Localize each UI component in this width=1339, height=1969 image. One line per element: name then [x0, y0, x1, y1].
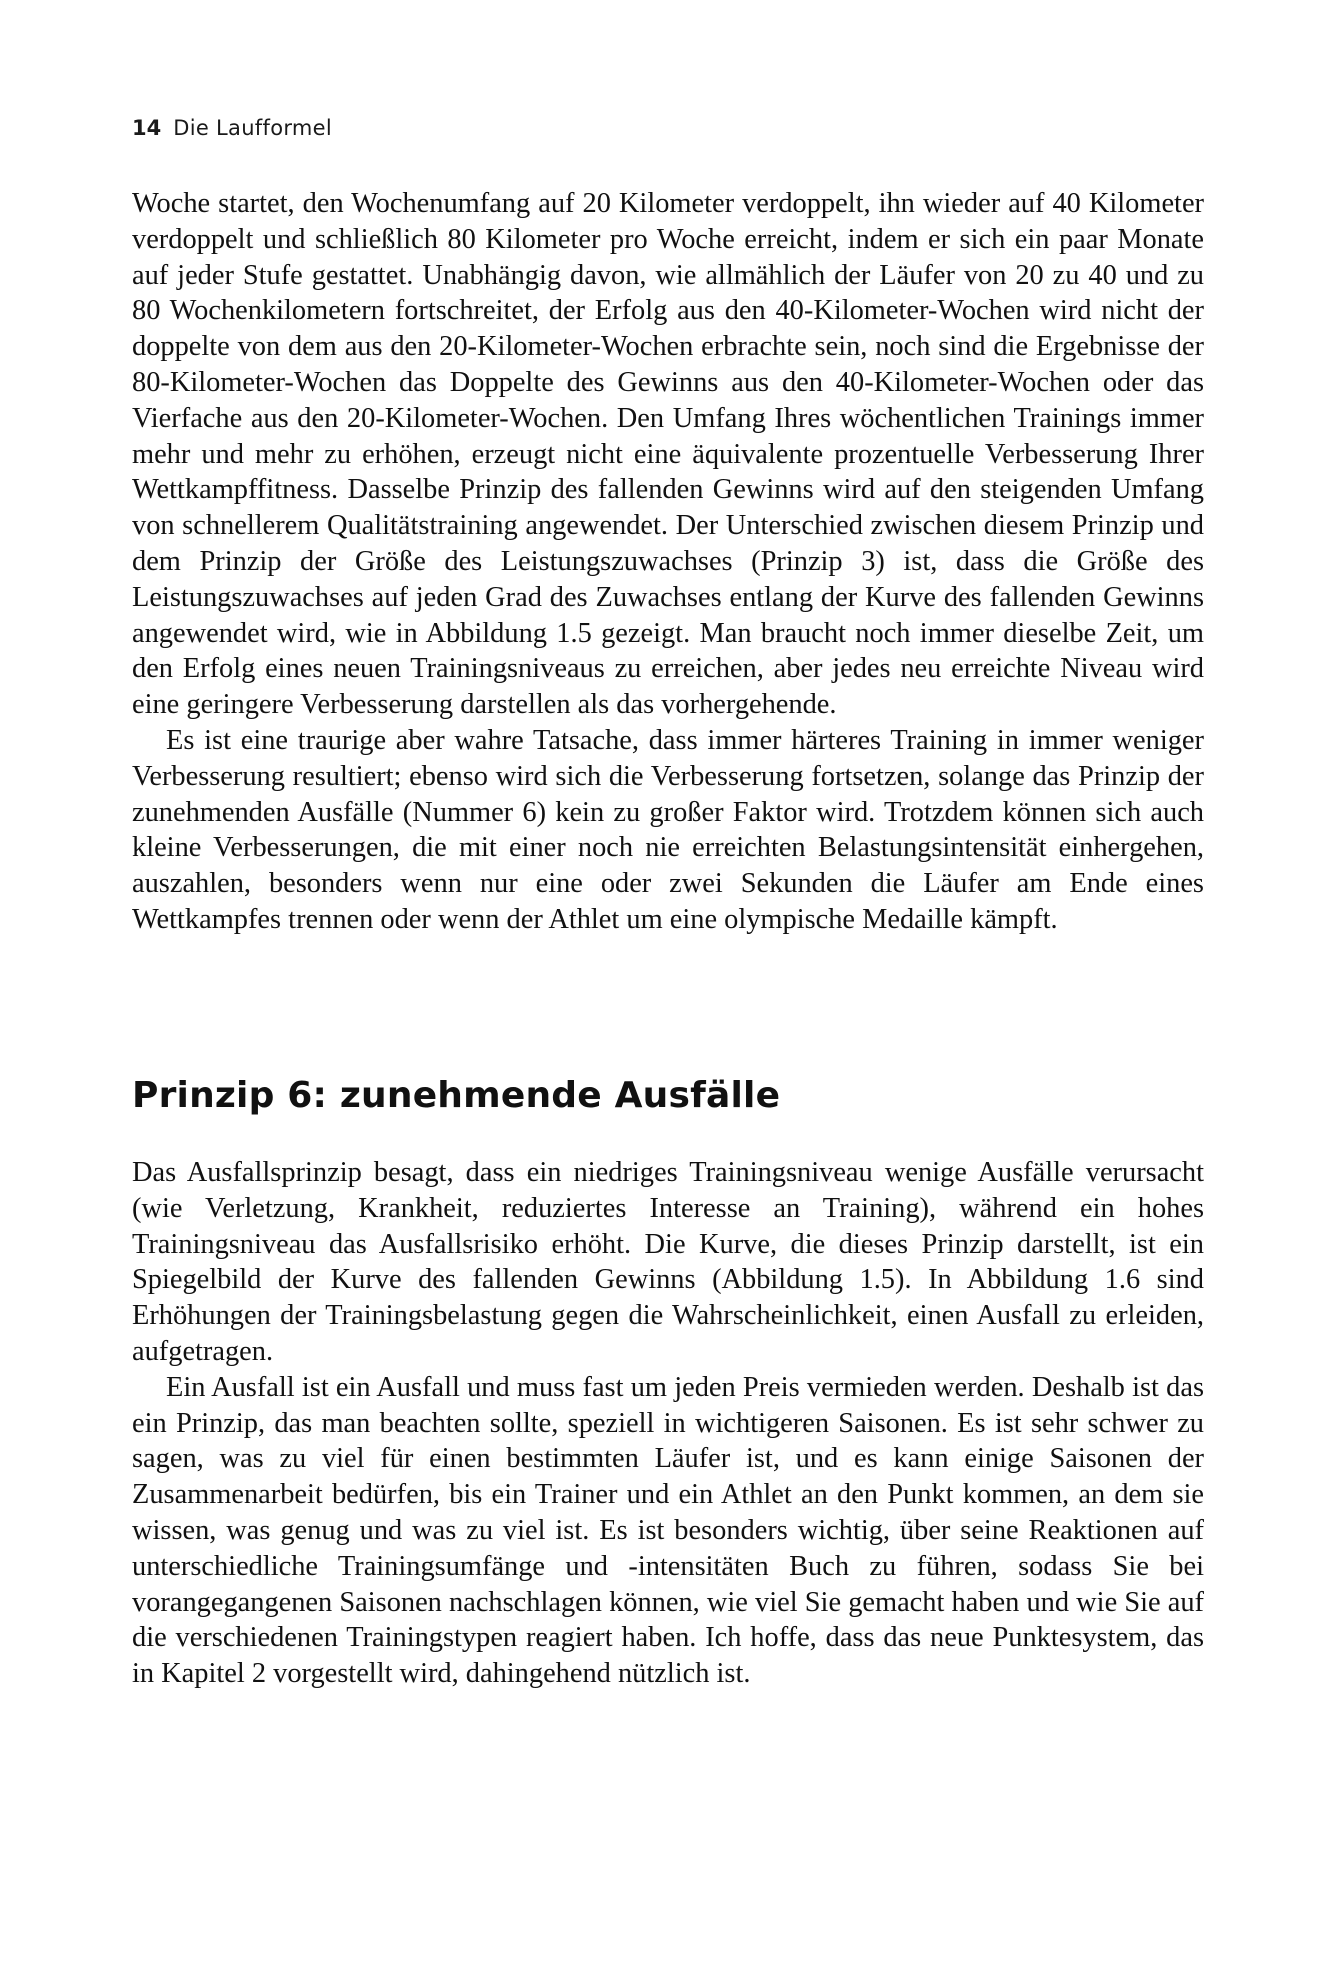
body-text-section	[132, 1155, 1204, 1692]
paragraph: Es ist eine traurige aber wahre Tatsache, dass immer härteres Training in immer weniger Verbesserung resultiert; ebenso wird sich die Verbesserung fortsetzen, solange das Prinzip der zunehmenden Ausfälle (Nummer 6) kein zu großer Faktor wird. Trotzdem können sich auch kleine Verbesserungen, die mit einer noch nie erreichten Belastungsintensität einhergehen, auszahlen, besonders wenn nur eine oder zwei Sekunden die Läufer am Ende eines Wettkampfes trennen oder wenn der Athlet um eine olympische Medaille kämpft.	[132, 724, 1204, 935]
section-heading: Prinzip 6: zunehmende Ausfälle	[132, 1075, 781, 1116]
paragraph: Ein Ausfall ist ein Ausfall und muss fast um jeden Preis vermieden werden. Deshalb ist das ein Prinzip, das man beachten sollte, speziell in wichtigeren Saisonen. Es ist sehr schwer zu sagen, was zu viel für einen bestimmten Läufer ist, und es kann einige Saisonen der Zusammenarbeit bedürfen, bis ein Trainer und ein Athlet an den Punkt kommen, an dem sie wissen, was genug und was zu viel ist. Es ist besonders wichtig, über seine Reaktionen auf unterschiedliche Trainingsumfänge und -intensitäten Buch zu führen, sodass Sie bei vorangegangenen Saisonen nachschlagen können, wie viel Sie gemacht haben und wie Sie auf die verschiedenen Trainingstypen reagiert haben. Ich hoffe, dass das neue Punktesystem, das in Kapitel 2 vorgestellt wird, dahingehend nützlich ist.	[132, 1371, 1204, 1690]
paragraph: Woche startet, den Wochenumfang auf 20 Kilometer verdoppelt, ihn wieder auf 40 Kilometer verdoppelt und schließlich 80 Kilometer pro Woche erreicht, indem er sich ein paar Monate auf jeder Stufe gestattet. Unabhängig davon, wie allmählich der Läufer von 20 zu 40 und zu 80 Wochenkilometern fortschreitet, der Erfolg aus den 40-Kilometer-Wochen wird nicht der doppelte von dem aus den 20-Kilometer-Wochen erbrachte sein, noch sind die Ergebnisse der 80-Kilometer-Wochen das Doppelte des Gewinns aus den 40-Kilometer-Wochen oder das Vierfache aus den 20-Kilometer-Wochen. Den Umfang Ihres wöchentlichen Trainings immer mehr und mehr zu erhöhen, erzeugt nicht eine äquivalente prozentuelle Verbesserung Ihrer Wettkampffitness. Dasselbe Prinzip des fallenden Gewinns wird auf den steigenden Umfang von schnellerem Qualitätstraining angewendet. Der Unterschied zwischen diesem Prinzip und dem Prinzip der Größe des Leistungszuwachses (Prinzip 3) ist, dass die Größe des Leistungszuwachses auf jeden Grad des Zuwachses entlang der Kurve des fallenden Gewinns angewendet wird, wie in Abbildung 1.5 gezeigt. Man braucht noch immer dieselbe Zeit, um den Erfolg eines neuen Trainingsniveaus zu erreichen, aber jedes neu erreichte Niveau wird eine geringere Verbesserung darstellen als das vorhergehende.	[132, 188, 1204, 721]
page-number: 14	[132, 116, 162, 140]
paragraph: Das Ausfallsprinzip besagt, dass ein niedriges Trainingsniveau wenige Ausfälle verursacht (wie Verletzung, Krankheit, reduziertes Interesse an Training), während ein hohes Trainingsniveau das Ausfallsrisiko erhöht. Die Kurve, die dieses Prinzip darstellt, ist ein Spiegelbild der Kurve des fallenden Gewinns (Abbildung 1.5). In Abbildung 1.6 sind Erhöhungen der Trainingsbelastung gegen die Wahrscheinlichkeit, einen Ausfall zu erleiden, aufgetragen.	[132, 1157, 1204, 1367]
book-title: Die Laufformel	[173, 116, 333, 140]
running-head	[132, 118, 332, 139]
body-text-continued	[132, 186, 1204, 938]
